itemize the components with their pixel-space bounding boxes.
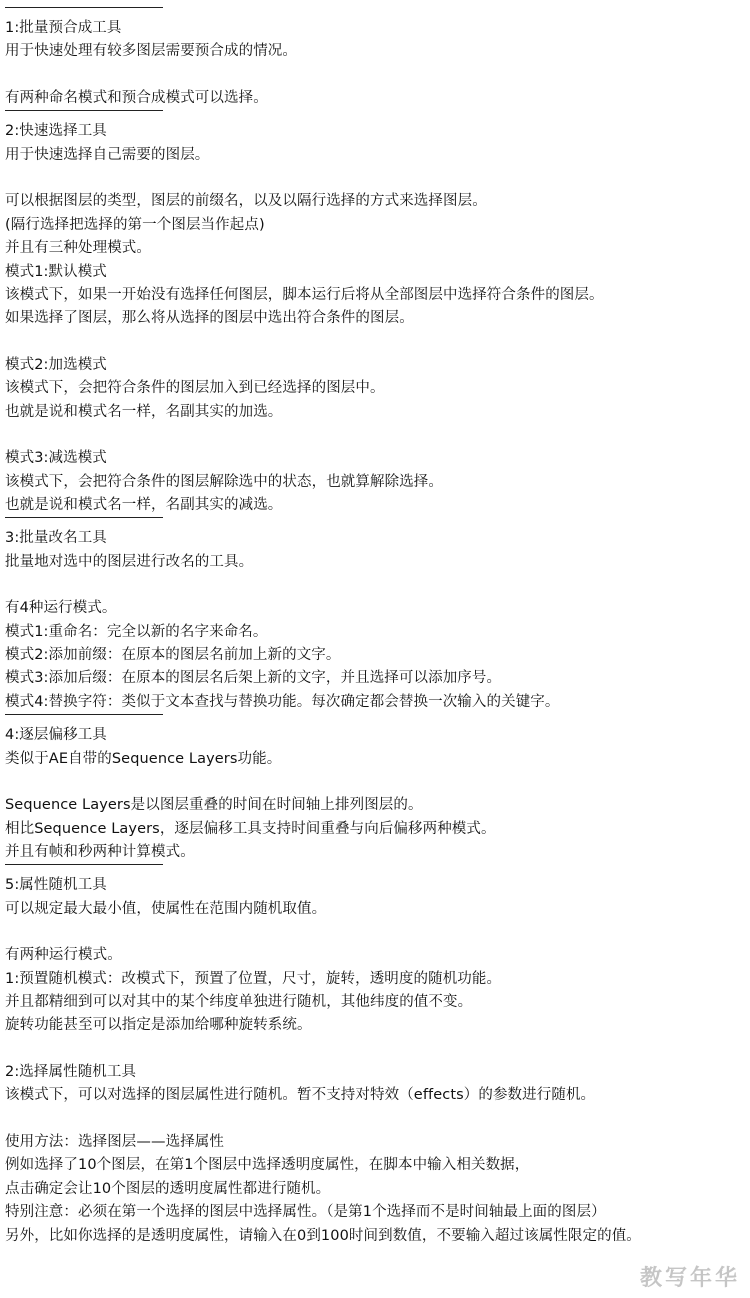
section-text-line: 有两种命名模式和预合成模式可以选择。 [5, 90, 268, 107]
section-text-line: 并且都精细到可以对其中的某个纬度单独进行随机，其他纬度的值不变。 [5, 994, 473, 1010]
section-text-line: 可以根据图层的类型，图层的前缀名，以及以隔行选择的方式来选择图层。 [5, 193, 487, 210]
section-text-line: 可以规定最大最小值，使属性在范围内随机取值。 [5, 900, 327, 917]
section-text-line: 如果选择了图层，那么将从选择的图层中选出符合条件的图层。 [5, 310, 414, 327]
section-text-line: (隔行选择把选择的第一个图层当作起点) [5, 216, 265, 233]
section-text-line: 模式1:重命名：完全以新的名字来命名。 [5, 623, 268, 640]
section-text-line: 用于快速选择自己需要的图层。 [5, 146, 210, 163]
section-divider [5, 864, 163, 865]
section-divider [5, 714, 163, 715]
section-text-line: 也就是说和模式名一样，名副其实的减选。 [5, 497, 283, 513]
section-text-line: 有两种运行模式。 [5, 947, 122, 964]
section-title: 4:逐层偏移工具 [5, 727, 107, 744]
section-text-line: 模式3:减选模式 [5, 450, 107, 467]
section-text-line: Sequence Layers是以图层重叠的时间在时间轴上排列图层的。 [5, 797, 423, 814]
section-text-line: 模式3:添加后缀：在原本的图层名后架上新的文字，并且选择可以添加序号。 [5, 670, 502, 687]
section-text-line: 1:预置随机模式：改模式下，预置了位置，尺寸，旋转，透明度的随机功能。 [5, 970, 502, 987]
section-text-line: 2:选择属性随机工具 [5, 1064, 137, 1081]
section-text-line: 另外，比如你选择的是透明度属性，请输入在0到100时间到数值，不要输入超过该属性限定的值。 [5, 1227, 641, 1244]
section-text-line: 有4种运行模式。 [5, 600, 117, 617]
section-text-line: 该模式下，会把符合条件的图层加入到已经选择的图层中。 [5, 380, 385, 397]
section-text-line: 该模式下，可以对选择的图层属性进行随机。暂不支持对特效（effects）的参数进行随机。 [5, 1087, 596, 1104]
section-text-line: 模式2:添加前缀：在原本的图层名前加上新的文字。 [5, 647, 341, 664]
section-title: 2:快速选择工具 [5, 123, 107, 140]
section-text-line: 该模式下，会把符合条件的图层解除选中的状态，也就算解除选择。 [5, 473, 443, 490]
section-divider [5, 517, 163, 518]
section-text-line: 也就是说和模式名一样，名副其实的加选。 [5, 403, 283, 420]
section-text-line: 模式1:默认模式 [5, 263, 107, 280]
watermark: 教写年华 [639, 1266, 740, 1291]
section-divider [5, 7, 163, 8]
section-title: 3:批量改名工具 [5, 530, 107, 547]
section-text-line: 并且有帧和秒两种计算模式。 [5, 843, 195, 860]
section-text-line: 并且有三种处理模式。 [5, 240, 151, 257]
section-text-line: 该模式下，如果一开始没有选择任何图层，脚本运行后将从全部图层中选择符合条件的图层。 [5, 286, 604, 303]
section-text-line: 类似于AE自带的Sequence Layers功能。 [5, 750, 282, 767]
section-text-line: 特别注意：必须在第一个选择的图层中选择属性。（是第1个选择而不是时间轴最上面的图层） [5, 1204, 606, 1221]
section-text-line: 例如选择了10个图层，在第1个图层中选择透明度属性，在脚本中输入相关数据， [5, 1157, 530, 1174]
section-text-line: 用于快速处理有较多图层需要预合成的情况。 [5, 43, 297, 60]
section-text-line: 点击确定会让10个图层的透明度属性都进行随机。 [5, 1180, 331, 1197]
section-text-line: 旋转功能甚至可以指定是添加给哪种旋转系统。 [5, 1017, 312, 1034]
section-text-line: 模式2:加选模式 [5, 356, 107, 373]
section-text-line: 使用方法：选择图层——选择属性 [5, 1134, 224, 1151]
section-title: 5:属性随机工具 [5, 877, 107, 894]
section-text-line: 批量地对选中的图层进行改名的工具。 [5, 553, 254, 570]
section-text-line: 相比Sequence Layers，逐层偏移工具支持时间重叠与向后偏移两种模式。 [5, 820, 496, 837]
section-divider [5, 110, 163, 111]
section-text-line: 模式4:替换字符：类似于文本查找与替换功能。每次确定都会替换一次输入的关键字。 [5, 693, 560, 710]
section-title: 1:批量预合成工具 [5, 20, 122, 36]
